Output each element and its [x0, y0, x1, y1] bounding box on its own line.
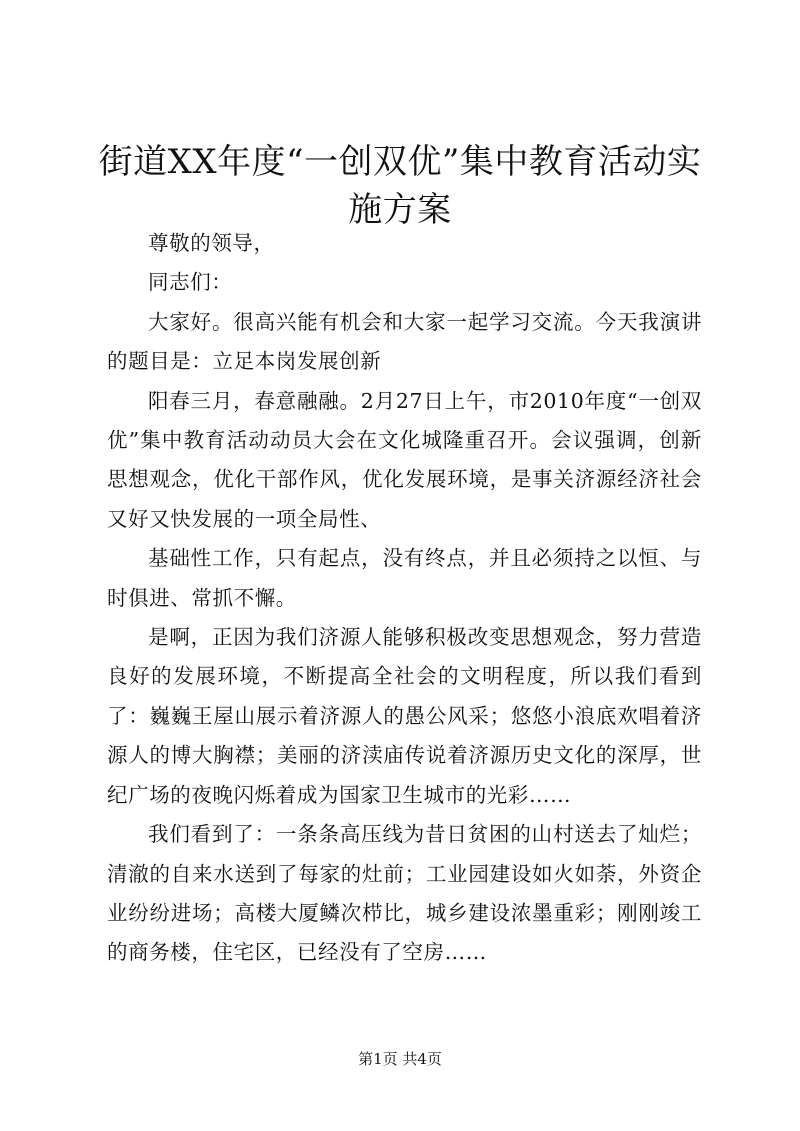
- continuation-paragraph: 基础性工作，只有起点，没有终点，并且必须持之以恒、与时俱进、常抓不懈。: [107, 546, 702, 610]
- page-number-footer: 第1页 共4页: [358, 1050, 442, 1068]
- greeting-paragraph: 同志们：: [148, 270, 233, 295]
- intro-paragraph: 大家好。很高兴能有机会和大家一起学习交流。今天我演讲的题目是：立足本岗发展创新: [107, 309, 702, 374]
- document-body: [107, 224, 702, 973]
- salutation-paragraph: 尊敬的领导，: [148, 231, 275, 255]
- achievement-paragraph: 是啊，正因为我们济源人能够积极改变思想观念，努力营造良好的发展环境，不断提高全社会的文明程度，所以我们看到了：巍巍王屋山展示着济源人的愚公风采；悠悠小浪底欢唱着济源人的博大胸襟；美丽的济渎庙传说着济源历史文化的深厚，世纪广场的夜晚闪烁着成为国家卫生城市的光彩……: [107, 625, 702, 807]
- meeting-paragraph: 阳春三月，春意融融。2月27日上午，市2010年度“一创双优”集中教育活动动员大会在文化城隆重召开。会议强调，创新思想观念，优化干部作风，优化发展环境，是事关济源经济社会又好又快发展的一项全局性、: [107, 388, 702, 531]
- document-title: 街道XX年度“一创双优”集中教育活动实施方案: [98, 142, 702, 230]
- development-paragraph: 我们看到了：一条条高压线为昔日贫困的山村送去了灿烂；清澈的自来水送到了每家的灶前；工业园建设如火如荼，外资企业纷纷进场；高楼大厦鳞次栉比，城乡建设浓墨重彩；刚刚竣工的商务楼，住宅区，已经没有了空房……: [107, 822, 702, 965]
